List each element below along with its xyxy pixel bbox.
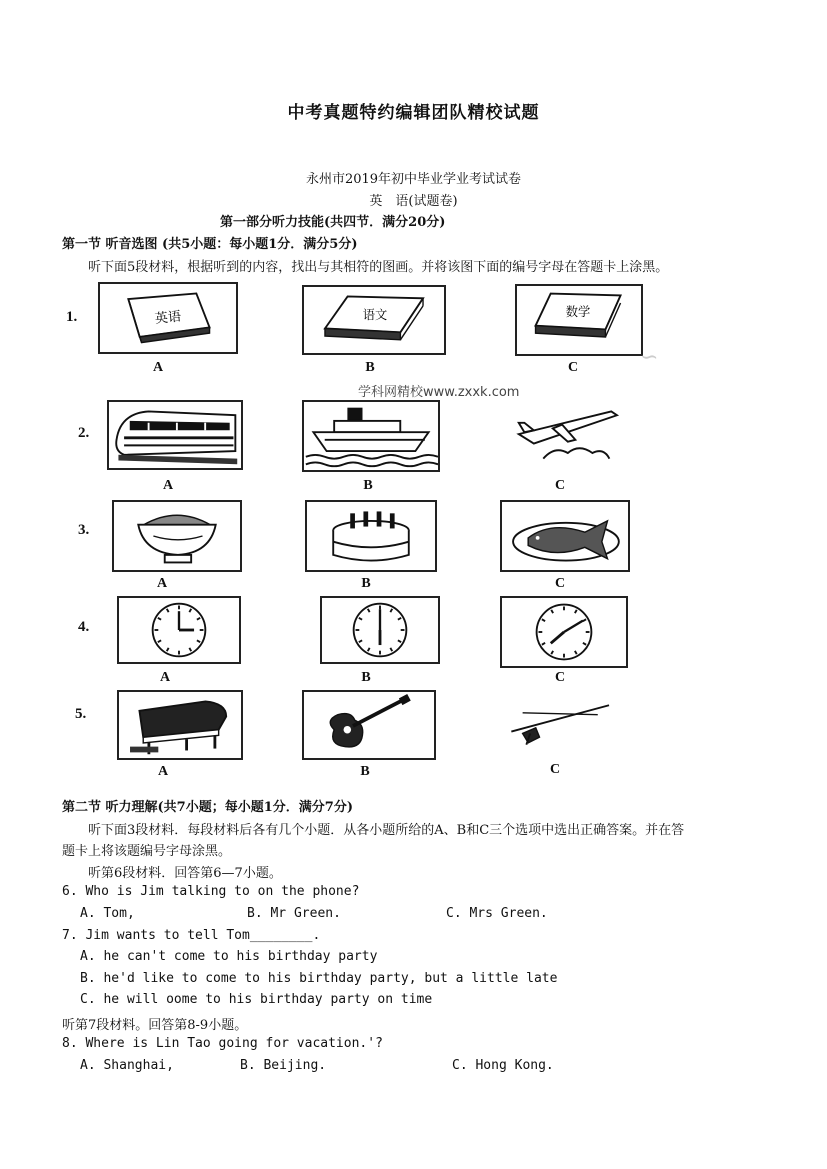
option-letter: A <box>162 478 174 493</box>
option-letter: B <box>361 576 371 591</box>
watermark: 学科网精校www.zxxk.com <box>358 385 520 400</box>
question-8: 8. Where is Lin Tao going for vacation.'? <box>62 1036 383 1051</box>
option-picture-3b[interactable] <box>305 500 437 572</box>
clock-icon <box>119 598 239 662</box>
question-6: 6. Who is Jim talking to on the phone? <box>62 884 360 899</box>
violin-icon <box>502 694 624 756</box>
exam-title: 永州市2019年初中毕业学业考试试卷 <box>305 172 522 187</box>
rice-bowl-icon <box>114 502 240 570</box>
option-letter: C <box>554 478 566 493</box>
plane-icon <box>504 402 626 470</box>
option-picture-5a[interactable] <box>117 690 243 760</box>
book-icon <box>304 287 444 353</box>
option-picture-4b[interactable] <box>320 596 440 664</box>
option-letter: C <box>567 360 579 375</box>
question-number: 5. <box>75 706 87 722</box>
option-picture-2b[interactable] <box>302 400 440 472</box>
question-number: 4. <box>78 619 90 635</box>
clock-icon <box>322 598 438 662</box>
material-6-heading: 听第6段材料．回答第6—7小题。 <box>88 866 282 881</box>
option-picture-1b[interactable] <box>302 285 446 355</box>
option-letter: B <box>365 360 375 375</box>
option-picture-2c[interactable] <box>502 400 628 472</box>
svg-text:数学: 数学 <box>565 305 591 320</box>
option-letter: B <box>361 670 371 685</box>
section1-instruction: 听下面5段材料，根据听到的内容，找出与其相符的图画。并将该图下面的编号字母在答题卡上涂黑。 <box>88 260 669 275</box>
option-letter: C <box>554 670 566 685</box>
option-letter: B <box>360 764 370 779</box>
q8-option-c: C. Hong Kong. <box>452 1058 554 1073</box>
q6-option-b: B. Mr Green. <box>247 906 341 921</box>
q7-option-a: A. he can't come to his birthday party <box>80 949 378 964</box>
option-letter: C <box>549 762 561 777</box>
svg-text:语文: 语文 <box>362 308 388 323</box>
clock-icon <box>502 598 626 666</box>
cake-icon <box>307 502 435 570</box>
option-letter: A <box>157 764 169 779</box>
question-number: 2. <box>78 425 90 441</box>
q8-option-a: A. Shanghai, <box>80 1058 174 1073</box>
option-picture-3a[interactable] <box>112 500 242 572</box>
section2-instruction: 听下面3段材料．每段材料后各有几个小题．从各小题所给的A、B和C三个选项中选出正确答案。并在答 <box>88 823 685 838</box>
section1-heading: 第一节 听音选图 (共5小题：每小题1分．满分5分) <box>62 237 358 252</box>
option-letter: C <box>554 576 566 591</box>
question-7: 7. Jim wants to tell Tom________. <box>62 928 321 943</box>
option-picture-4a[interactable] <box>117 596 241 664</box>
question-number: 1. <box>66 309 78 325</box>
book-icon <box>517 286 641 354</box>
subject-title: 英 语(试题卷) <box>369 194 458 209</box>
q6-option-a: A. Tom, <box>80 906 135 921</box>
section2-instruction-cont: 题卡上将该题编号字母涂黑。 <box>62 844 232 859</box>
option-picture-1c[interactable] <box>515 284 643 356</box>
material-7-heading: 听第7段材料。回答第8-9小题。 <box>62 1018 248 1033</box>
train-icon <box>109 402 241 468</box>
q7-option-c: C. he will oome to his birthday party on time <box>80 992 433 1007</box>
book-icon <box>100 284 236 352</box>
page-title: 中考真题特约编辑团队精校试题 <box>287 103 540 123</box>
option-picture-4c[interactable] <box>500 596 628 668</box>
part1-heading: 第一部分听力技能(共四节．满分20分) <box>220 215 446 230</box>
question-number: 3. <box>78 522 90 538</box>
option-picture-5c[interactable] <box>500 692 626 758</box>
option-letter: B <box>363 478 373 493</box>
guitar-icon <box>304 692 434 758</box>
ship-icon <box>304 402 438 470</box>
q6-option-c: C. Mrs Green. <box>446 906 548 921</box>
q8-option-b: B. Beijing. <box>240 1058 327 1073</box>
option-picture-2a[interactable] <box>107 400 243 470</box>
option-letter: A <box>159 670 171 685</box>
option-picture-1a[interactable] <box>98 282 238 354</box>
option-picture-5b[interactable] <box>302 690 436 760</box>
piano-icon <box>119 692 241 758</box>
option-picture-3c[interactable] <box>500 500 630 572</box>
option-letter: A <box>152 360 164 375</box>
option-letter: A <box>156 576 168 591</box>
section2-heading: 第二节 听力理解(共7小题；每小题1分．满分7分) <box>62 800 353 815</box>
q7-option-b: B. he'd like to come to his birthday party, but a little late <box>80 971 558 986</box>
fish-icon <box>502 502 628 570</box>
svg-text:英语: 英语 <box>154 309 182 328</box>
